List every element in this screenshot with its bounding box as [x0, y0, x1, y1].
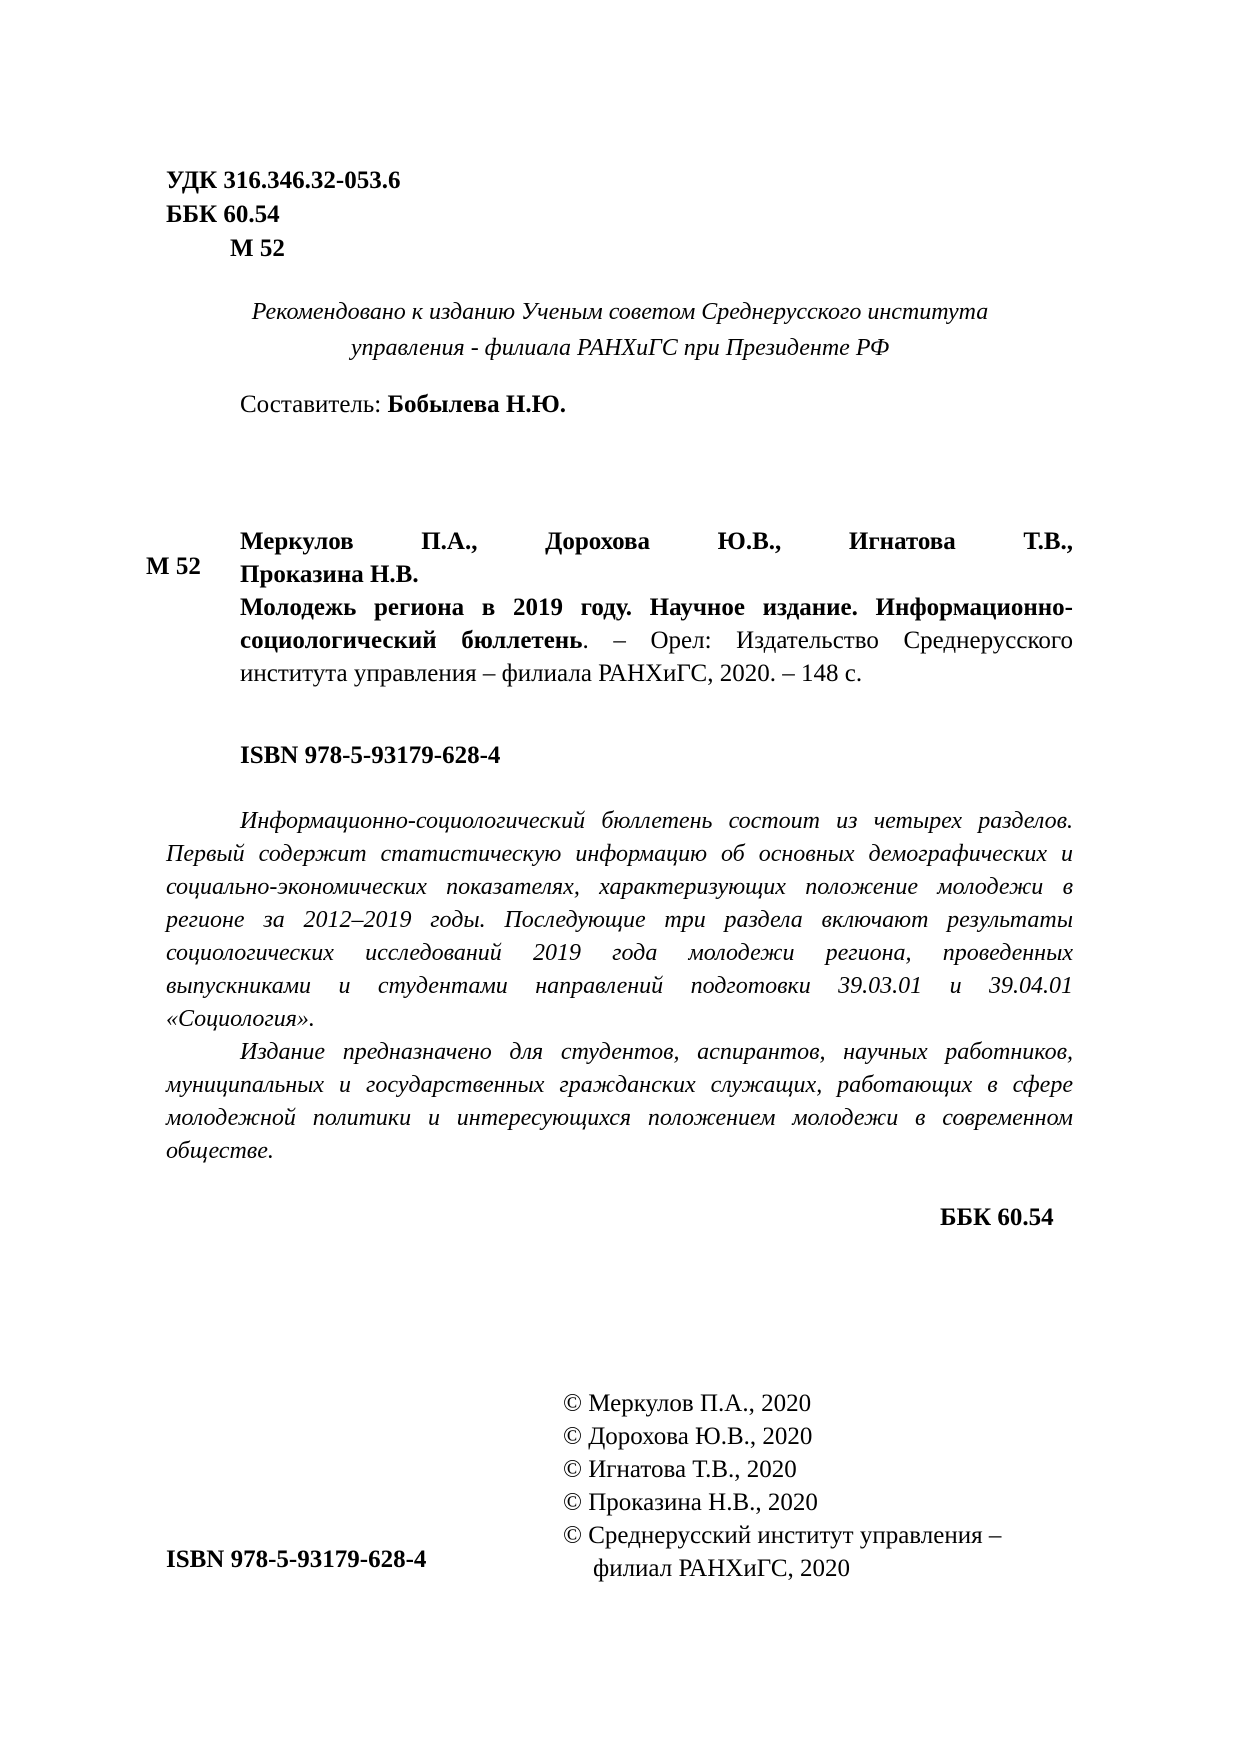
isbn-footer: ISBN 978-5-93179-628-4 [166, 1546, 427, 1573]
recommendation-line-2: управления - филиала РАНХиГС при Президенте РФ [350, 335, 890, 361]
copyright-line: © Среднерусский институт управления – [563, 1522, 1002, 1549]
compiler-label: Составитель: [240, 391, 382, 418]
copyright-block [563, 1387, 1001, 1585]
publication-info: . – Орел: Издательство Среднерусского института управления – филиала РАНХиГС, 2020. – 148 с. [240, 627, 1073, 687]
udk-code: УДК 316.346.32-053.6 [166, 167, 401, 194]
copyright-continuation: филиал РАНХиГС, 2020 [593, 1555, 851, 1582]
annotation [166, 805, 1073, 1168]
bibliographic-mark: М 52 [146, 553, 201, 580]
copyright-line: © Дорохова Ю.В., 2020 [563, 1423, 813, 1450]
title-and-publication [240, 591, 1073, 690]
isbn-main: ISBN 978-5-93179-628-4 [240, 742, 501, 769]
copyright-line: © Проказина Н.В., 2020 [563, 1489, 818, 1516]
copyright-line: © Игнатова Т.В., 2020 [563, 1456, 797, 1483]
book-title: Молодежь региона в 2019 году. Научное издание. Информационно-социологический бюллетень [240, 594, 1073, 654]
bibliographic-record [240, 525, 1073, 690]
authors-line-2: Проказина Н.В. [240, 561, 419, 588]
compiler-line [240, 391, 566, 419]
authors-line-1: Меркулов П.А., Дорохова Ю.В., Игнатова Т.В., [240, 528, 1073, 555]
bbk-code: ББК 60.54 [166, 201, 280, 228]
annotation-paragraph-1: Информационно-социологический бюллетень состоит из четырех разделов. Первый содержит статистическую информацию об основных демографических и социально-экономических показателях, характеризующих положение молодежи в регионе за 2012–2019 годы. Последующие три раздела включают результаты социологических исследований 2019 года молодежи региона, проведенных выпускниками и студентами направлений подготовки 39.03.01 и 39.04.01 «Социология». [166, 808, 1073, 1032]
recommendation-line-1: Рекомендовано к изданию Ученым советом Среднерусского института [251, 299, 989, 325]
compiler-name: Бобылева Н.Ю. [387, 391, 567, 418]
author-mark: М 52 [230, 235, 285, 262]
annotation-paragraph-2: Издание предназначено для студентов, аспирантов, научных работников, муниципальных и государственных гражданских служащих, работающих в сфере молодежной политики и интересующихся положением молодежи в современном обществе. [166, 1039, 1073, 1164]
recommendation-note [180, 294, 1060, 366]
copyright-line: © Меркулов П.А., 2020 [563, 1390, 812, 1417]
annotation-bbk: ББК 60.54 [940, 1204, 1054, 1231]
classification-block [166, 167, 400, 269]
